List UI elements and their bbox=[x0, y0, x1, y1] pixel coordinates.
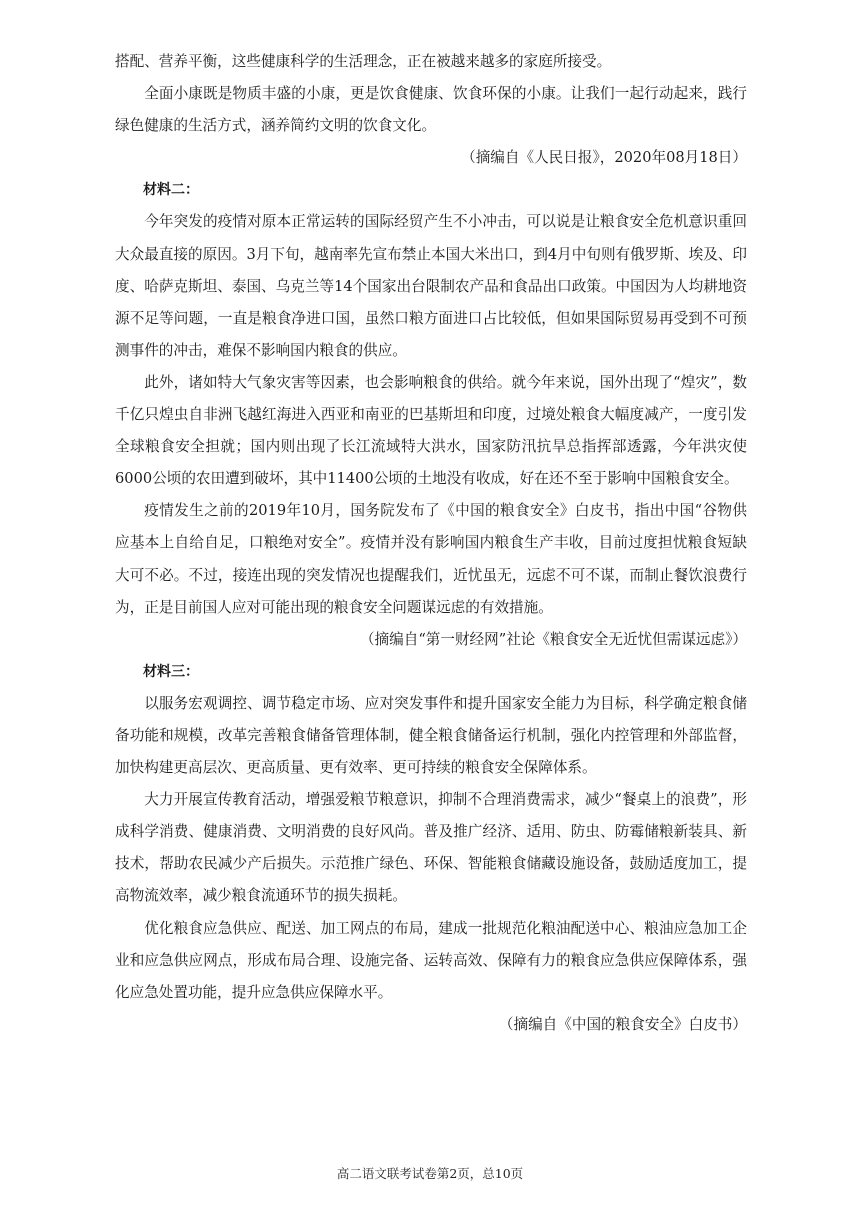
document-body bbox=[115, 46, 747, 1041]
citation-white-paper: （摘编自《中国的粮食安全》白皮书） bbox=[498, 1015, 747, 1033]
paragraph-education-campaign: 大力开展宣传教育活动，增强爱粮节粮意识，抑制不合理消费需求，减少“餐桌上的浪费”，形成科学消费、健康消费、文明消费的良好风尚。普及推广经济、适用、防虫、防霉储粮新装具、新技术，帮助农民减少产后损失。示范推广绿色、环保、智能粮食储藏设施设备，鼓励适度加工，提高物流效率，减少粮食流通环节的损失损耗。 bbox=[115, 791, 747, 905]
paragraph-xiaokang: 全面小康既是物质丰盛的小康，更是饮食健康、饮食环保的小康。让我们一起行动起来，践行绿色健康的生活方式，涵养简约文明的饮食文化。 bbox=[115, 85, 747, 135]
paragraph-white-paper: 疫情发生之前的2019年10月，国务院发布了《中国的粮食安全》白皮书，指出中国“谷物供应基本上自给自足，口粮绝对安全”。疫情并没有影响国内粮食生产丰收，目前过度担忧粮食短缺大可不必。不过，接连出现的突发情况也提醒我们，近忧虽无，远虑不可不谋，而制止餐饮浪费行为，正是目前国人应对可能出现的粮食安全问题谋远虑的有效措施。 bbox=[115, 502, 747, 616]
material-two-heading: 材料二： bbox=[143, 182, 199, 199]
paragraph-reserve-system: 以服务宏观调控、调节稳定市场、应对突发事件和提升国家安全能力为目标，科学确定粮食储备功能和规模，改革完善粮食储备管理体制，健全粮食储备运行机制，强化内控管理和外部监督，加快构建更高层次、更高质量、更有效率、更可持续的粮食安全保障体系。 bbox=[115, 694, 747, 777]
page-footer: 高二语文联考试卷第2页，总10页 bbox=[336, 1166, 524, 1181]
paragraph-emergency-supply: 优化粮食应急供应、配送、加工网点的布局，建成一批规范化粮油配送中心、粮油应急加工企业和应急供应网点，形成布局合理、设施完备、运转高效、保障有力的粮食应急供应保障体系，强化应急处置功能，提升应急供应保障水平。 bbox=[115, 919, 747, 1001]
paragraph-continuation: 搭配、营养平衡，这些健康科学的生活理念，正在被越来越多的家庭所接受。 bbox=[115, 53, 612, 70]
paragraph-disasters: 此外，诸如特大气象灾害等因素，也会影响粮食的供给。就今年来说，国外出现了“煌灾”，数千亿只煌虫自非洲飞越红海进入西亚和南亚的巴基斯坦和印度，过境处粮食大幅度减产，一度引发全球粮食安全担就；国内则出现了长江流域特大洪水，国家防汛抗旱总指挥部透露，今年洪灾使6000公顷的农田遭到破坏，其中11400公顷的土地没有收成，好在还不至于影响中国粮食安全。 bbox=[115, 373, 747, 488]
material-three-heading: 材料三： bbox=[143, 663, 199, 680]
citation-peoples-daily: （摘编自《人民日报》，2020年08月18日） bbox=[461, 149, 747, 167]
citation-yicai-editorial: （摘编自“第一财经网”社论《粮食安全无近忧但需谋远虑》） bbox=[359, 630, 747, 648]
paragraph-epidemic-trade: 今年突发的疫情对原本正常运转的国际经贸产生不小冲击，可以说是让粮食安全危机意识重回大众最直接的原因。3月下旬，越南率先宣布禁止本国大米出口，到4月中旬则有俄罗斯、埃及、印度、哈萨克斯坦、泰国、乌克兰等14个国家出台限制农产品和食品出口政策。中国因为人均耕地资源不足等问题，一直是粮食净进口国，虽然口粮方面进口占比较低，但如果国际贸易再受到不可预测事件的冲击，难保不影响国内粮食的供应。 bbox=[115, 213, 747, 359]
